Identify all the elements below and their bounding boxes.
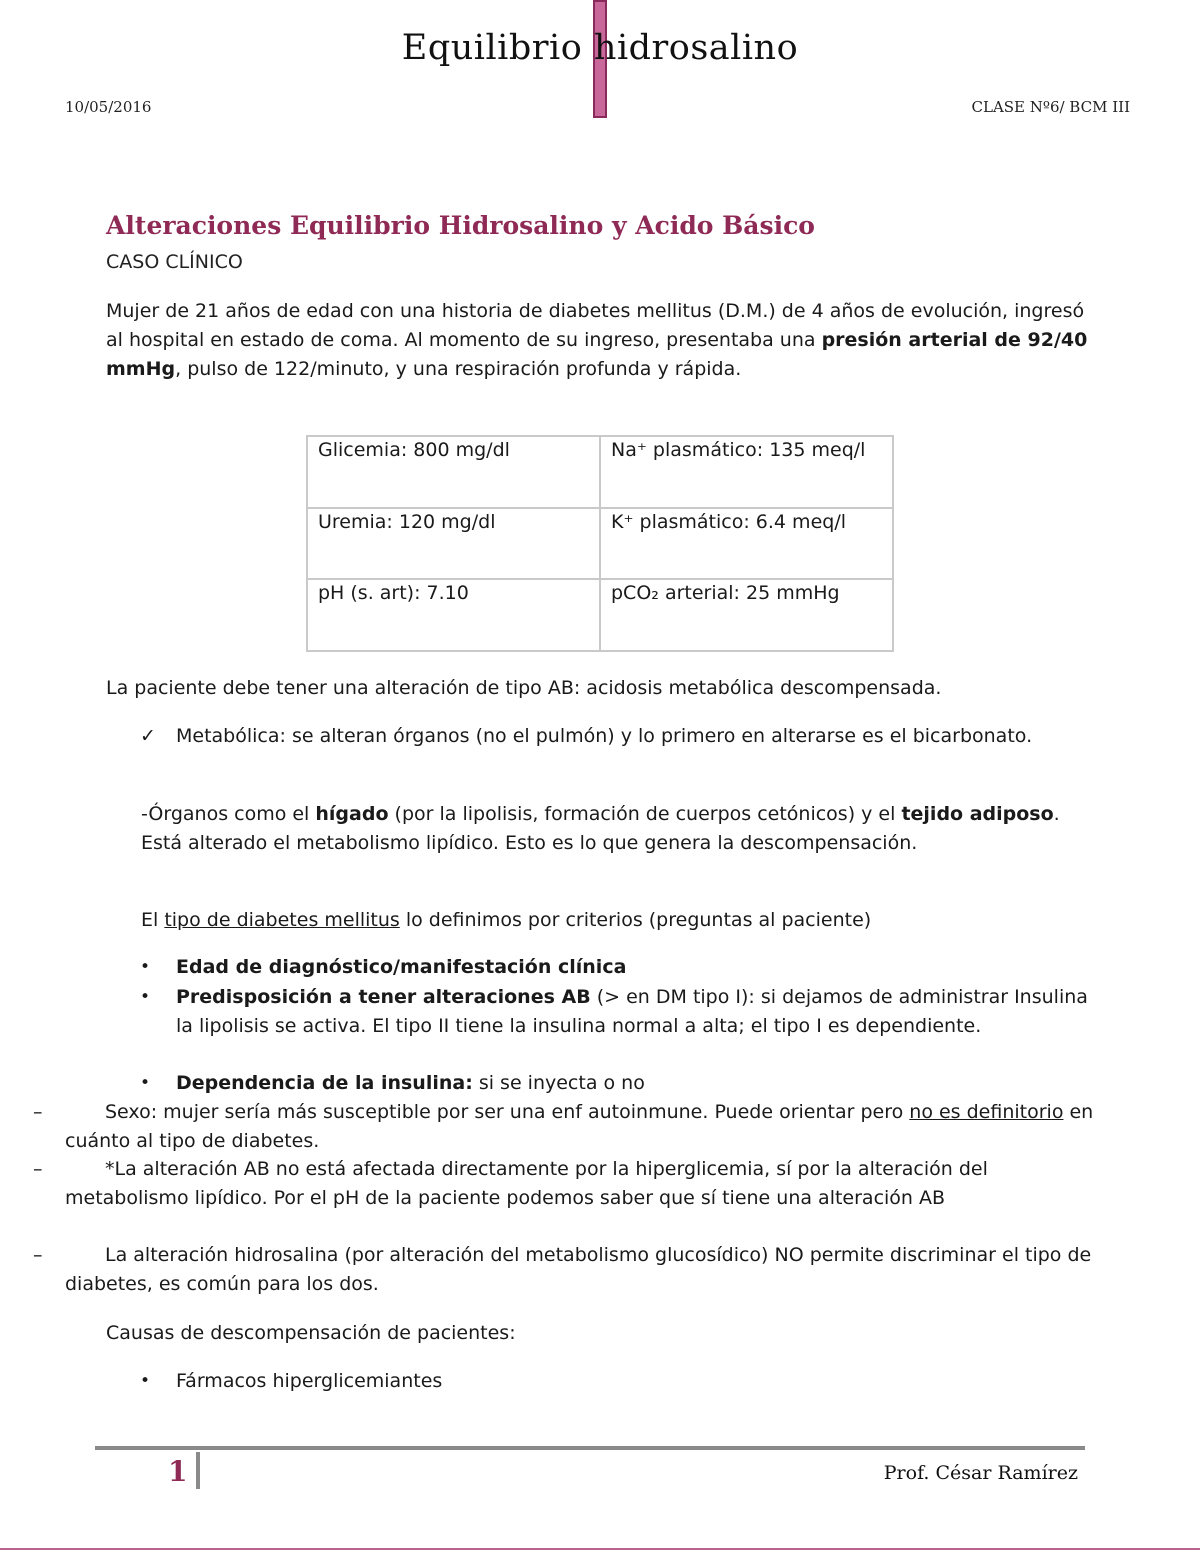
list-item: Predisposición a tener alteraciones AB (> en DM tipo I): si dejamos de administrar Insulina la lipolisis se activa. El tipo II tiene la insulina normal a alta; el tipo I es dependiente. [176, 986, 1088, 1037]
dash-icon: – [33, 1101, 43, 1123]
conclusion-paragraph: La paciente debe tener una alteración de tipo AB: acidosis metabólica descompensada. [106, 677, 942, 699]
table-cell: Na⁺ plasmático: 135 meq/l [600, 436, 893, 508]
table-row [307, 508, 893, 580]
organs-paragraph: -Órganos como el hígado (por la lipolisis, formación de cuerpos cetónicos) y el tejido adiposo. Está alterado el metabolismo lipídico. Esto es lo que genera la descompensación. [141, 803, 1060, 854]
intro-paragraph: Mujer de 21 años de edad con una historia de diabetes mellitus (D.M.) de 4 años de evolución, ingresó al hospital en estado de coma. Al momento de su ingreso, presentaba una presión arterial de 92/40 mmHg, pulso de 122/minuto, y una respiración profunda y rápida. [106, 300, 1088, 380]
lab-results-table [306, 435, 894, 652]
dash-icon: – [33, 1244, 43, 1266]
case-label: CASO CLÍNICO [106, 251, 243, 273]
page-number: 1 [168, 1455, 188, 1488]
header-class-label: CLASE Nº6/ BCM III [971, 98, 1130, 116]
bottom-rule [0, 1548, 1200, 1550]
section-heading: Alteraciones Equilibrio Hidrosalino y Acido Básico [106, 211, 815, 240]
note-item: La alteración hidrosalina (por alteración del metabolismo glucosídico) NO permite discriminar el tipo de diabetes, es común para los dos. [65, 1244, 1092, 1295]
document-title: Equilibrio hidrosalino [401, 28, 799, 68]
table-cell: Glicemia: 800 mg/dl [307, 436, 600, 508]
list-item: Dependencia de la insulina: si se inyecta o no [176, 1072, 645, 1094]
bullet-icon: • [140, 1073, 151, 1093]
checkmark-icon: ✓ [140, 725, 156, 747]
dash-icon: – [33, 1158, 43, 1180]
bullet-icon: • [140, 1371, 151, 1391]
table-cell: pH (s. art): 7.10 [307, 579, 600, 651]
bullet-icon: • [140, 987, 151, 1007]
causes-heading: Causas de descompensación de pacientes: [106, 1322, 516, 1344]
note-item: *La alteración AB no está afectada directamente por la hiperglicemia, sí por la alteración del metabolismo lipídico. Por el pH de la paciente podemos saber que sí tiene una alteración AB [65, 1158, 988, 1209]
note-item: Sexo: mujer sería más susceptible por ser una enf autoinmune. Puede orientar pero no es definitorio en cuánto al tipo de diabetes. [65, 1101, 1094, 1152]
table-row [307, 436, 893, 508]
bullet-icon: • [140, 957, 151, 977]
table-row [307, 579, 893, 651]
list-item: Fármacos hiperglicemiantes [176, 1370, 443, 1392]
table-cell: Uremia: 120 mg/dl [307, 508, 600, 580]
footer-author: Prof. César Ramírez [883, 1462, 1078, 1484]
list-item: Edad de diagnóstico/manifestación clínica [176, 956, 627, 978]
footer-divider [95, 1446, 1085, 1450]
diabetes-type-paragraph: El tipo de diabetes mellitus lo definimos por criterios (preguntas al paciente) [141, 909, 872, 931]
table-cell: K⁺ plasmático: 6.4 meq/l [600, 508, 893, 580]
check-list-item: Metabólica: se alteran órganos (no el pulmón) y lo primero en alterarse es el bicarbonato. [176, 725, 1033, 747]
table-cell: pCO₂ arterial: 25 mmHg [600, 579, 893, 651]
footer-separator [196, 1452, 200, 1489]
header-date: 10/05/2016 [65, 98, 152, 116]
blood-pressure-bold: presión arterial de 92/40 mmHg [106, 329, 1088, 380]
